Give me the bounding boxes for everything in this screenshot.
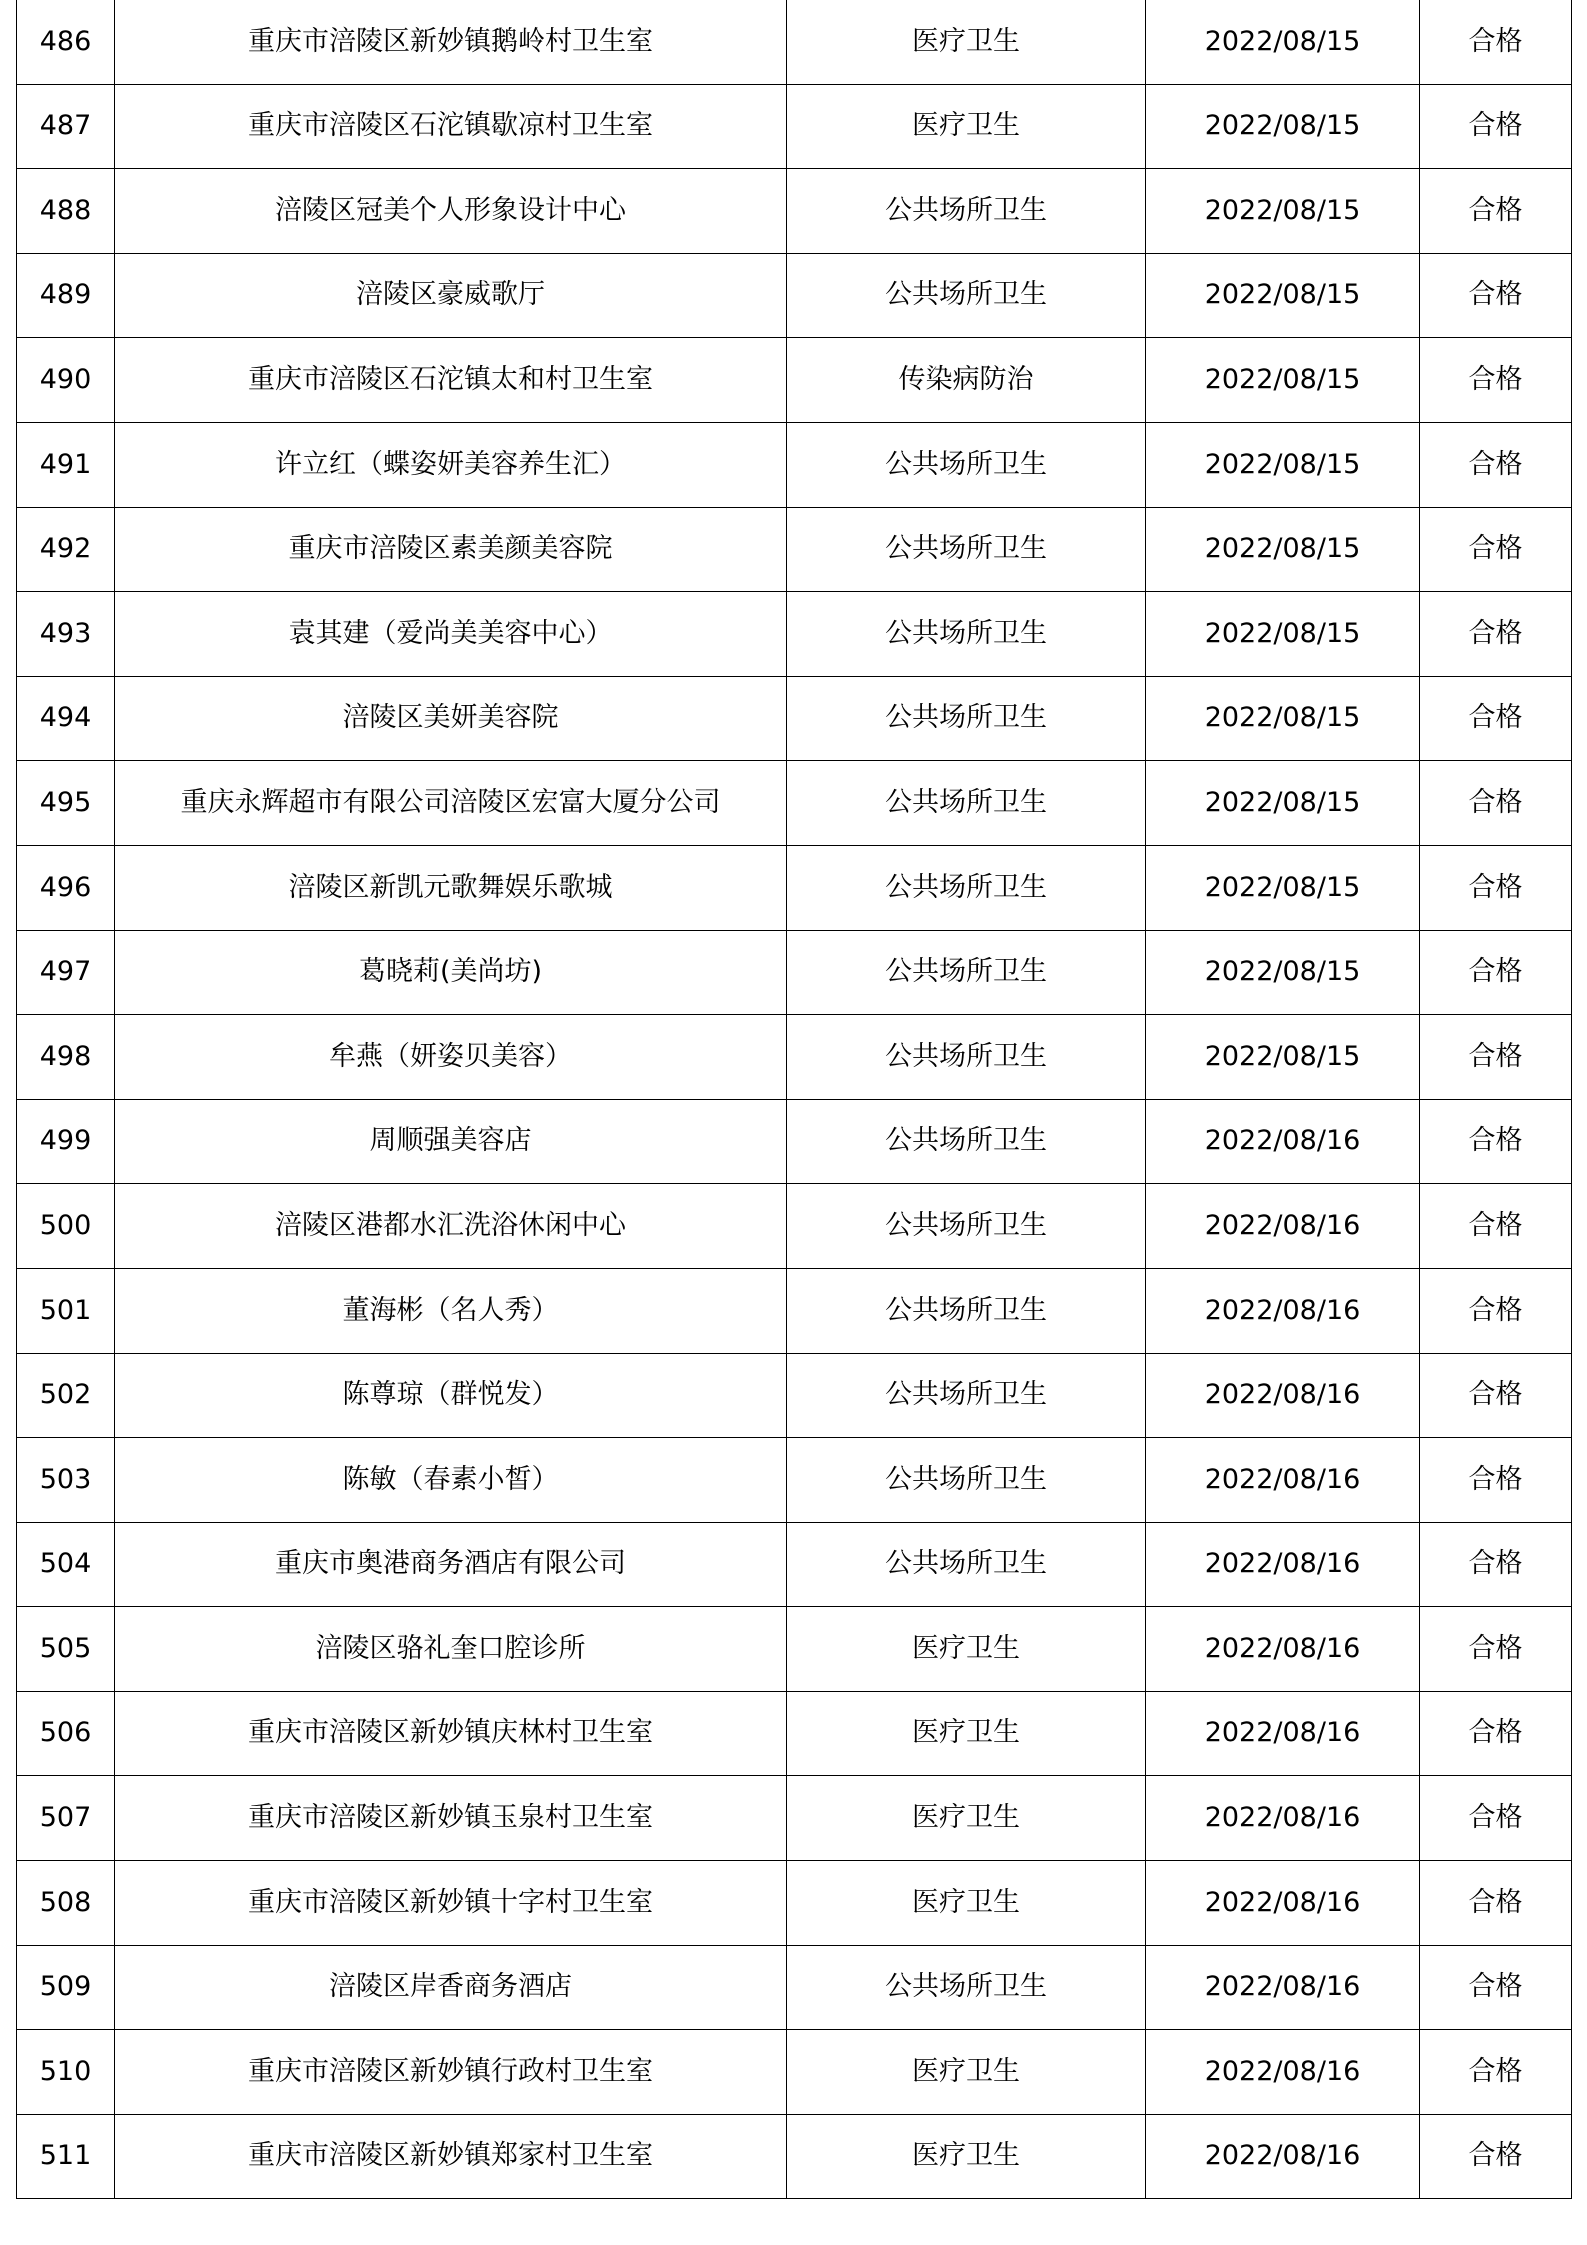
- row-number-cell: 487: [17, 84, 115, 169]
- establishment-name-cell: 涪陵区港都水汇洗浴休闲中心: [115, 1184, 787, 1269]
- inspection-result-cell: 合格: [1420, 169, 1572, 254]
- establishment-name-cell: 重庆市涪陵区石沱镇歇凉村卫生室: [115, 84, 787, 169]
- establishment-name-cell: 周顺强美容店: [115, 1099, 787, 1184]
- inspection-result-cell: 合格: [1420, 507, 1572, 592]
- inspection-category-cell: 医疗卫生: [787, 1776, 1146, 1861]
- inspection-date-cell: 2022/08/15: [1146, 1015, 1420, 1100]
- row-number-cell: 493: [17, 592, 115, 677]
- row-number-cell: 492: [17, 507, 115, 592]
- inspection-date-cell: 2022/08/15: [1146, 0, 1420, 84]
- establishment-name-cell: 涪陵区骆礼奎口腔诊所: [115, 1607, 787, 1692]
- establishment-name-cell: 重庆市涪陵区新妙镇十字村卫生室: [115, 1861, 787, 1946]
- table-row: [17, 845, 1572, 930]
- establishment-name-cell: 涪陵区岸香商务酒店: [115, 1945, 787, 2030]
- inspection-result-cell: 合格: [1420, 1522, 1572, 1607]
- table-row: [17, 1945, 1572, 2030]
- inspection-category-cell: 公共场所卫生: [787, 930, 1146, 1015]
- establishment-name-cell: 陈敏（春素小皙）: [115, 1438, 787, 1523]
- inspection-result-cell: 合格: [1420, 1776, 1572, 1861]
- row-number-cell: 503: [17, 1438, 115, 1523]
- row-number-cell: 500: [17, 1184, 115, 1269]
- inspection-result-cell: 合格: [1420, 1353, 1572, 1438]
- establishment-name-cell: 涪陵区美妍美容院: [115, 676, 787, 761]
- row-number-cell: 497: [17, 930, 115, 1015]
- inspection-result-cell: 合格: [1420, 2030, 1572, 2115]
- inspection-category-cell: 公共场所卫生: [787, 1184, 1146, 1269]
- table-row: [17, 1268, 1572, 1353]
- table-body: [17, 0, 1572, 2199]
- inspection-date-cell: 2022/08/16: [1146, 1607, 1420, 1692]
- inspection-result-cell: 合格: [1420, 1438, 1572, 1523]
- inspection-results-table: [16, 0, 1572, 2199]
- inspection-date-cell: 2022/08/15: [1146, 845, 1420, 930]
- inspection-category-cell: 医疗卫生: [787, 1691, 1146, 1776]
- inspection-category-cell: 医疗卫生: [787, 0, 1146, 84]
- inspection-category-cell: 公共场所卫生: [787, 1945, 1146, 2030]
- inspection-date-cell: 2022/08/16: [1146, 1099, 1420, 1184]
- inspection-category-cell: 医疗卫生: [787, 2114, 1146, 2199]
- inspection-category-cell: 公共场所卫生: [787, 1353, 1146, 1438]
- table-row: [17, 930, 1572, 1015]
- establishment-name-cell: 葛晓莉(美尚坊): [115, 930, 787, 1015]
- row-number-cell: 502: [17, 1353, 115, 1438]
- establishment-name-cell: 重庆市涪陵区新妙镇行政村卫生室: [115, 2030, 787, 2115]
- inspection-result-cell: 合格: [1420, 761, 1572, 846]
- inspection-category-cell: 公共场所卫生: [787, 422, 1146, 507]
- inspection-category-cell: 公共场所卫生: [787, 1015, 1146, 1100]
- inspection-category-cell: 公共场所卫生: [787, 253, 1146, 338]
- establishment-name-cell: 重庆市奥港商务酒店有限公司: [115, 1522, 787, 1607]
- inspection-category-cell: 公共场所卫生: [787, 676, 1146, 761]
- inspection-date-cell: 2022/08/16: [1146, 1691, 1420, 1776]
- table-row: [17, 1776, 1572, 1861]
- inspection-category-cell: 医疗卫生: [787, 1861, 1146, 1946]
- row-number-cell: 498: [17, 1015, 115, 1100]
- inspection-date-cell: 2022/08/15: [1146, 592, 1420, 677]
- inspection-date-cell: 2022/08/16: [1146, 1945, 1420, 2030]
- establishment-name-cell: 牟燕（妍姿贝美容）: [115, 1015, 787, 1100]
- inspection-category-cell: 公共场所卫生: [787, 507, 1146, 592]
- row-number-cell: 504: [17, 1522, 115, 1607]
- row-number-cell: 488: [17, 169, 115, 254]
- establishment-name-cell: 重庆永辉超市有限公司涪陵区宏富大厦分公司: [115, 761, 787, 846]
- table-row: [17, 2030, 1572, 2115]
- table-row: [17, 1184, 1572, 1269]
- inspection-date-cell: 2022/08/16: [1146, 1861, 1420, 1946]
- establishment-name-cell: 董海彬（名人秀）: [115, 1268, 787, 1353]
- inspection-result-cell: 合格: [1420, 676, 1572, 761]
- row-number-cell: 486: [17, 0, 115, 84]
- row-number-cell: 511: [17, 2114, 115, 2199]
- row-number-cell: 507: [17, 1776, 115, 1861]
- row-number-cell: 508: [17, 1861, 115, 1946]
- inspection-category-cell: 医疗卫生: [787, 84, 1146, 169]
- row-number-cell: 501: [17, 1268, 115, 1353]
- table-row: [17, 1015, 1572, 1100]
- inspection-result-cell: 合格: [1420, 84, 1572, 169]
- table-row: [17, 1438, 1572, 1523]
- inspection-result-cell: 合格: [1420, 1945, 1572, 2030]
- inspection-result-cell: 合格: [1420, 0, 1572, 84]
- inspection-category-cell: 医疗卫生: [787, 1607, 1146, 1692]
- establishment-name-cell: 重庆市涪陵区新妙镇鹅岭村卫生室: [115, 0, 787, 84]
- table-row: [17, 1353, 1572, 1438]
- table-row: [17, 0, 1572, 84]
- inspection-date-cell: 2022/08/16: [1146, 2114, 1420, 2199]
- row-number-cell: 489: [17, 253, 115, 338]
- table-row: [17, 592, 1572, 677]
- inspection-category-cell: 公共场所卫生: [787, 845, 1146, 930]
- table-row: [17, 761, 1572, 846]
- inspection-category-cell: 公共场所卫生: [787, 169, 1146, 254]
- establishment-name-cell: 袁其建（爱尚美美容中心）: [115, 592, 787, 677]
- table-row: [17, 1099, 1572, 1184]
- table-row: [17, 1607, 1572, 1692]
- inspection-result-cell: 合格: [1420, 930, 1572, 1015]
- inspection-result-cell: 合格: [1420, 1691, 1572, 1776]
- inspection-category-cell: 公共场所卫生: [787, 1522, 1146, 1607]
- inspection-date-cell: 2022/08/15: [1146, 930, 1420, 1015]
- row-number-cell: 495: [17, 761, 115, 846]
- inspection-result-cell: 合格: [1420, 1607, 1572, 1692]
- establishment-name-cell: 重庆市涪陵区新妙镇庆林村卫生室: [115, 1691, 787, 1776]
- inspection-result-cell: 合格: [1420, 422, 1572, 507]
- inspection-category-cell: 公共场所卫生: [787, 1099, 1146, 1184]
- inspection-category-cell: 医疗卫生: [787, 2030, 1146, 2115]
- table-row: [17, 84, 1572, 169]
- inspection-category-cell: 公共场所卫生: [787, 1268, 1146, 1353]
- table-row: [17, 169, 1572, 254]
- establishment-name-cell: 重庆市涪陵区新妙镇郑家村卫生室: [115, 2114, 787, 2199]
- inspection-category-cell: 公共场所卫生: [787, 761, 1146, 846]
- inspection-date-cell: 2022/08/15: [1146, 676, 1420, 761]
- inspection-result-cell: 合格: [1420, 1861, 1572, 1946]
- inspection-date-cell: 2022/08/16: [1146, 1184, 1420, 1269]
- row-number-cell: 505: [17, 1607, 115, 1692]
- inspection-date-cell: 2022/08/15: [1146, 253, 1420, 338]
- row-number-cell: 499: [17, 1099, 115, 1184]
- inspection-date-cell: 2022/08/15: [1146, 169, 1420, 254]
- inspection-date-cell: 2022/08/15: [1146, 761, 1420, 846]
- establishment-name-cell: 重庆市涪陵区素美颜美容院: [115, 507, 787, 592]
- inspection-date-cell: 2022/08/16: [1146, 2030, 1420, 2115]
- inspection-result-cell: 合格: [1420, 845, 1572, 930]
- inspection-date-cell: 2022/08/15: [1146, 507, 1420, 592]
- row-number-cell: 510: [17, 2030, 115, 2115]
- inspection-result-cell: 合格: [1420, 1099, 1572, 1184]
- inspection-date-cell: 2022/08/16: [1146, 1438, 1420, 1523]
- row-number-cell: 506: [17, 1691, 115, 1776]
- row-number-cell: 491: [17, 422, 115, 507]
- inspection-date-cell: 2022/08/16: [1146, 1353, 1420, 1438]
- table-row: [17, 253, 1572, 338]
- establishment-name-cell: 重庆市涪陵区石沱镇太和村卫生室: [115, 338, 787, 423]
- row-number-cell: 490: [17, 338, 115, 423]
- establishment-name-cell: 许立红（蝶姿妍美容养生汇）: [115, 422, 787, 507]
- table-row: [17, 1861, 1572, 1946]
- establishment-name-cell: 涪陵区豪威歌厅: [115, 253, 787, 338]
- inspection-result-cell: 合格: [1420, 1184, 1572, 1269]
- row-number-cell: 496: [17, 845, 115, 930]
- establishment-name-cell: 涪陵区新凯元歌舞娱乐歌城: [115, 845, 787, 930]
- inspection-date-cell: 2022/08/16: [1146, 1268, 1420, 1353]
- row-number-cell: 509: [17, 1945, 115, 2030]
- table-row: [17, 507, 1572, 592]
- table-row: [17, 1691, 1572, 1776]
- table-row: [17, 1522, 1572, 1607]
- table-row: [17, 2114, 1572, 2199]
- inspection-result-cell: 合格: [1420, 1015, 1572, 1100]
- table-row: [17, 422, 1572, 507]
- inspection-result-cell: 合格: [1420, 253, 1572, 338]
- inspection-category-cell: 传染病防治: [787, 338, 1146, 423]
- establishment-name-cell: 涪陵区冠美个人形象设计中心: [115, 169, 787, 254]
- inspection-date-cell: 2022/08/15: [1146, 422, 1420, 507]
- inspection-result-cell: 合格: [1420, 1268, 1572, 1353]
- inspection-result-cell: 合格: [1420, 338, 1572, 423]
- table-row: [17, 338, 1572, 423]
- establishment-name-cell: 陈尊琼（群悦发）: [115, 1353, 787, 1438]
- inspection-category-cell: 公共场所卫生: [787, 592, 1146, 677]
- inspection-date-cell: 2022/08/16: [1146, 1776, 1420, 1861]
- inspection-date-cell: 2022/08/16: [1146, 1522, 1420, 1607]
- establishment-name-cell: 重庆市涪陵区新妙镇玉泉村卫生室: [115, 1776, 787, 1861]
- row-number-cell: 494: [17, 676, 115, 761]
- table-row: [17, 676, 1572, 761]
- inspection-date-cell: 2022/08/15: [1146, 84, 1420, 169]
- inspection-result-cell: 合格: [1420, 592, 1572, 677]
- inspection-category-cell: 公共场所卫生: [787, 1438, 1146, 1523]
- inspection-result-cell: 合格: [1420, 2114, 1572, 2199]
- inspection-date-cell: 2022/08/15: [1146, 338, 1420, 423]
